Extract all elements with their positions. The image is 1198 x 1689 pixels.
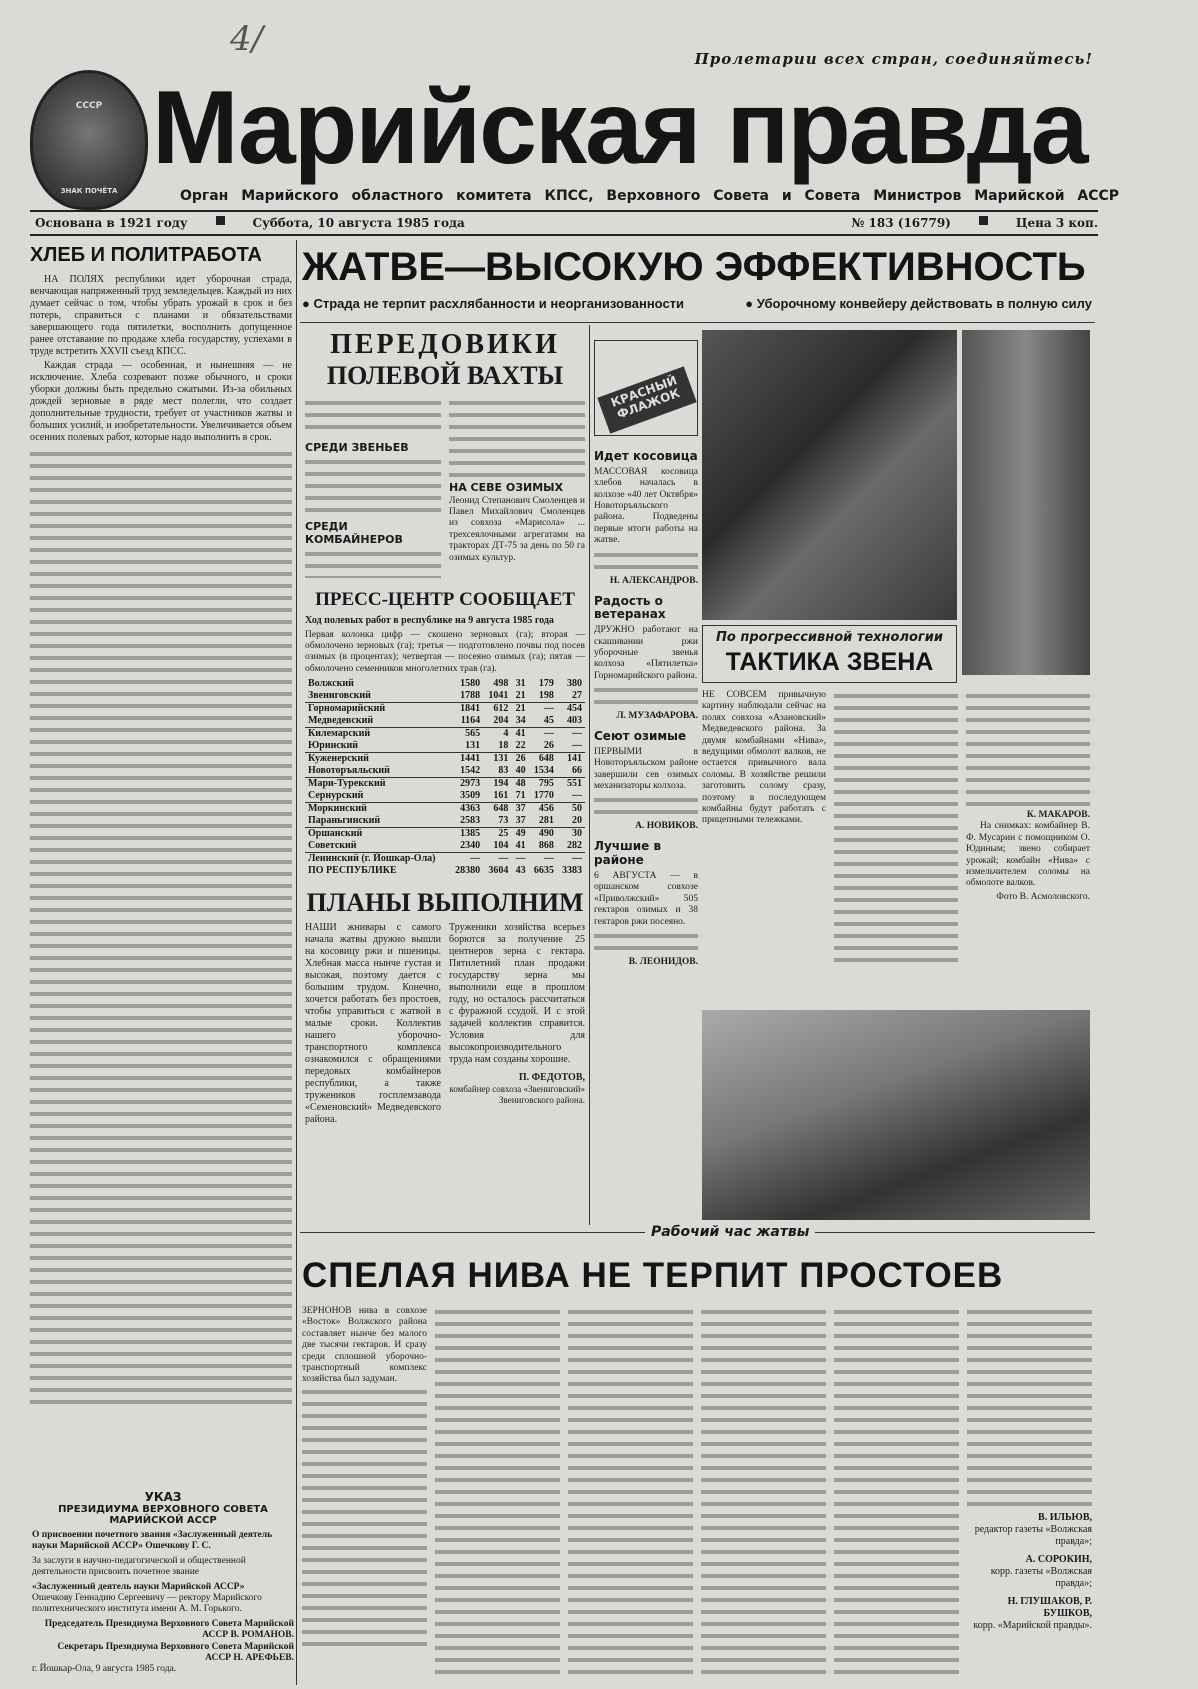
table-cell: 27 bbox=[572, 690, 582, 702]
district-name: Ленинский (г. Йошкар-Ола) bbox=[305, 853, 450, 866]
leaders-text-snippet: Леонид Степанович Смоленцев и Павел Михайлович Смоленцев из совхоза «Марисола» ... трехсеялочными агрегатами на тракторах ДТ-75 за день по 50 га озимых культур. bbox=[449, 495, 585, 563]
table-cell: 18 bbox=[498, 740, 509, 752]
news-item bbox=[594, 450, 698, 587]
table-cell: — bbox=[572, 790, 582, 802]
slogan: Пролетарии всех стран, соединяйтесь! bbox=[694, 50, 1093, 68]
table-cell: 2583 bbox=[460, 815, 481, 827]
table-row bbox=[305, 828, 585, 841]
decree-about: О присвоении почетного звания «Заслуженный деятель науки Марийской АССР» Ошечкову Г. С. bbox=[32, 1530, 273, 1552]
table-cell: 21 bbox=[515, 690, 526, 702]
tactics-text bbox=[702, 690, 1090, 970]
table-row bbox=[305, 728, 585, 741]
news-item-text: 6 АВГУСТА — в оршанском совхозе «Приволжский» 505 гектаров озимых и 38 гектаров ржи посеяно. bbox=[594, 871, 698, 927]
table-cell: 161 bbox=[493, 790, 509, 802]
table-cell: — bbox=[450, 853, 484, 866]
table-cell: — bbox=[557, 728, 585, 741]
table-cell: 66 bbox=[572, 765, 582, 777]
harvest-table bbox=[305, 678, 585, 877]
bottom-article bbox=[302, 1306, 1092, 1681]
district-name: Оршанский bbox=[305, 828, 450, 841]
table-cell: 1441 bbox=[450, 753, 484, 766]
table-cell: 28380 bbox=[455, 865, 481, 877]
table-cell: — bbox=[572, 740, 582, 752]
decree-place-date: г. Йошкар-Ола, 9 августа 1985 года. bbox=[32, 1664, 177, 1675]
emblem-text: СССР bbox=[75, 101, 103, 111]
table-cell: 25 bbox=[483, 828, 511, 841]
table-cell: 1580 bbox=[460, 678, 481, 690]
column-divider bbox=[589, 325, 590, 1225]
district-name: Советский bbox=[308, 840, 357, 852]
author-role: корр. газеты «Волжская правда»; bbox=[990, 1566, 1092, 1589]
table-cell: 612 bbox=[483, 703, 511, 716]
news-item-text: ПЕРВЫМИ в Новоторъяльском районе завершили сев озимых механизаторы колхоза. bbox=[594, 746, 698, 792]
tactics-paragraph: НЕ СОВСЕМ привычную картину наблюдали сейчас на полях совхоза «Азановский» Медведевского района. За двумя комбайнами «Нива», ведущими обмолот валков, не остается привычного вала соломы. В хозяйстве решили заготовить солому сразу, поэтому в последующем комбайны будут работать с прицепными тележками. bbox=[702, 690, 826, 826]
section-heading: СРЕДИ ЗВЕНЬЕВ bbox=[305, 440, 409, 454]
table-row bbox=[305, 853, 585, 866]
table-cell: 1385 bbox=[450, 828, 484, 841]
table-cell: — bbox=[529, 728, 557, 741]
leaders-title: ПОЛЕВОЙ ВАХТЫ bbox=[326, 360, 564, 390]
table-cell: 179 bbox=[538, 678, 554, 690]
table-cell: 868 bbox=[538, 840, 554, 852]
flag-column bbox=[594, 450, 698, 976]
table-cell: 41 bbox=[511, 728, 528, 741]
table-cell: 3383 bbox=[562, 865, 582, 877]
press-center-title: ПРЕСС-ЦЕНТР СООБЩАЕТ bbox=[315, 588, 575, 610]
decree-subtitle: ПРЕЗИДИУМА ВЕРХОВНОГО СОВЕТА МАРИЙСКОЙ АССР bbox=[58, 1504, 268, 1526]
table-cell: 551 bbox=[557, 778, 585, 791]
table-cell: 3509 bbox=[460, 790, 481, 802]
table-cell: 565 bbox=[450, 728, 484, 741]
district-name: Волжский bbox=[308, 678, 354, 690]
table-cell: 20 bbox=[572, 815, 582, 827]
decree-secretary: Секретарь Президиума Верховного Совета Марийской АССР Н. АРЕФЬЕВ. bbox=[57, 1641, 294, 1663]
news-item-text: ДРУЖНО работают на скашивании ржи уборочные звенья колхоза «Пятилетка» Горномарийского района. bbox=[594, 625, 698, 681]
decree-chair: Председатель Президиума Верховного Совета Марийской АССР В. РОМАНОВ. bbox=[44, 1618, 294, 1641]
author: П. ФЕДОТОВ, bbox=[518, 1072, 585, 1084]
district-name: Мари-Турекский bbox=[305, 778, 450, 791]
table-cell: 282 bbox=[567, 840, 582, 852]
table-row bbox=[305, 765, 585, 778]
table-cell: 795 bbox=[529, 778, 557, 791]
author: В. ЛЕОНИДОВ. bbox=[628, 956, 698, 967]
photo-field bbox=[962, 330, 1090, 675]
author: Л. МУЗАФАРОВА. bbox=[616, 711, 698, 722]
red-flag-logo bbox=[594, 340, 698, 436]
decree-award: «Заслуженный деятель науки Марийской АССР» bbox=[32, 1581, 245, 1592]
square-bullet-icon bbox=[979, 216, 988, 225]
table-cell: 71 bbox=[515, 790, 526, 802]
bottom-rubric: Рабочий час жатвы bbox=[645, 1224, 815, 1240]
table-cell: 1788 bbox=[460, 690, 481, 702]
subhead: Страда не терпит расхлябанности и неорганизованности bbox=[313, 296, 685, 311]
table-cell: 2340 bbox=[460, 840, 481, 852]
section-heading: НА СЕВЕ ОЗИМЫХ bbox=[449, 480, 564, 494]
author-name: А. СОРОКИН, bbox=[1025, 1554, 1092, 1565]
plans-title: ПЛАНЫ ВЫПОЛНИМ bbox=[306, 888, 584, 918]
table-cell: 48 bbox=[511, 778, 528, 791]
table-row bbox=[305, 815, 585, 828]
decree bbox=[32, 1490, 294, 1676]
table-row bbox=[305, 703, 585, 716]
table-cell: 498 bbox=[493, 678, 509, 690]
plans-col: Труженики хозяйства всерьез борются за получение 25 центнеров зерна с гектара. Пятилетний план продажи государству зерна мы выполнили еще в прошлом году, но осталось рассчитаться с фуражной ссудой. И с этой задачей коллектив справится. Условия для высокопроизводительного труда нам созданы хорошие. bbox=[449, 922, 585, 1066]
table-row bbox=[305, 803, 585, 816]
table-row bbox=[305, 690, 585, 703]
news-item-text: МАССОВАЯ косовица хлебов началась в колхозе «40 лет Октября» Новоторъяльского района. Подведены первые итоги работы на жатве. bbox=[594, 466, 698, 546]
bottom-lead: ЗЕРНОНОВ нива в совхозе «Восток» Волжского района составляет нынче без малого две тысячи гектаров. И сразу среди сплошной уборочно-транспортный комплекс хозяйства был задуман. bbox=[302, 1306, 427, 1385]
photo-credit: Фото В. Асмоловского. bbox=[996, 891, 1090, 902]
paragraph: Каждая страда — особенная, и нынешняя — не исключение. Хлеба созревают позже обычного, и сроки уборки должны быть предельно сжатыми. Из-за обильных дождей зерновые в ряде мест полегли, что создает дополнительные трудности, требует от участников жатвы и больших усилий, и изобретательности. Увеличивается объем осенних полевых работ, которые надо выполнить в срок. bbox=[30, 360, 292, 443]
table-cell: 21 bbox=[511, 703, 528, 716]
subhead: Уборочному конвейеру действовать в полную силу bbox=[756, 296, 1092, 311]
table-row bbox=[305, 790, 585, 803]
table-cell: 456 bbox=[529, 803, 557, 816]
table-cell: 6635 bbox=[533, 865, 554, 877]
table-cell: 2973 bbox=[450, 778, 484, 791]
table-cell: 43 bbox=[515, 865, 526, 877]
table-cell: 83 bbox=[498, 765, 509, 777]
author: А. НОВИКОВ. bbox=[635, 821, 698, 832]
table-row bbox=[305, 678, 585, 690]
table-cell: 198 bbox=[538, 690, 554, 702]
table-cell: 31 bbox=[515, 678, 526, 690]
table-cell: 454 bbox=[557, 703, 585, 716]
order-emblem-icon bbox=[30, 70, 148, 210]
district-name: ПО РЕСПУБЛИКЕ bbox=[308, 865, 397, 877]
district-name: Куженерский bbox=[305, 753, 450, 766]
table-cell: 131 bbox=[483, 753, 511, 766]
table-cell: — bbox=[529, 853, 557, 866]
main-subheads: ● Страда не терпит расхлябанности и неорганизованности ● Уборочному конвейеру действовать в полную силу bbox=[302, 296, 1092, 311]
divider bbox=[300, 322, 1095, 323]
author: К. МАКАРОВ. bbox=[1026, 810, 1090, 820]
flag-logo-text: КРАСНЫЙ ФЛАЖОК bbox=[597, 366, 696, 433]
author-role: редактор газеты «Волжская правда»; bbox=[974, 1524, 1092, 1547]
article-text-block bbox=[30, 448, 292, 1408]
table-cell: 1770 bbox=[533, 790, 554, 802]
table-cell: 26 bbox=[511, 753, 528, 766]
divider bbox=[30, 234, 1098, 236]
table-cell: 26 bbox=[543, 740, 554, 752]
press-center bbox=[305, 588, 585, 878]
decree-recipient: Ошечкову Геннадию Сергеевичу — ректору Марийского политехнического института имени А. М. Горького. bbox=[32, 1592, 262, 1615]
author-role: комбайнер совхоза «Звениговский» Звениговского района. bbox=[449, 1084, 585, 1106]
table-cell: 403 bbox=[567, 715, 582, 727]
author-name: Н. ГЛУШАКОВ, Р. БУШКОВ, bbox=[1007, 1596, 1092, 1619]
table-cell: — bbox=[529, 703, 557, 716]
table-cell: 50 bbox=[557, 803, 585, 816]
leaders-title: ПЕРЕДОВИКИ bbox=[330, 329, 560, 360]
author: Н. АЛЕКСАНДРОВ. bbox=[609, 575, 698, 586]
district-name: Килемарский bbox=[305, 728, 450, 741]
newspaper-title: Марийская правда bbox=[152, 70, 1087, 186]
emblem-text: ЗНАК ПОЧЁТА bbox=[60, 187, 118, 195]
bottom-headline: СПЕЛАЯ НИВА НЕ ТЕРПИТ ПРОСТОЕВ bbox=[302, 1256, 1004, 1295]
table-cell: 1841 bbox=[450, 703, 484, 716]
table-cell: 281 bbox=[538, 815, 554, 827]
tactics-header bbox=[702, 625, 957, 683]
decree-text: За заслуги в научно-педагогической и общественной деятельности присвоить почетное звание bbox=[32, 1555, 246, 1578]
handwritten-mark: 4/ bbox=[230, 19, 264, 59]
news-item-title: Идет косовица bbox=[594, 449, 698, 463]
middle-column bbox=[305, 330, 585, 1126]
table-row bbox=[305, 715, 585, 728]
press-center-intro: Ход полевых работ в республике на 9 августа 1985 года bbox=[305, 614, 554, 626]
table-cell: 1534 bbox=[533, 765, 554, 777]
table-row bbox=[305, 840, 585, 853]
plans-article bbox=[305, 887, 585, 1126]
divider bbox=[30, 210, 1098, 212]
table-cell: 131 bbox=[465, 740, 481, 752]
table-cell: — bbox=[511, 853, 528, 866]
table-cell: 4 bbox=[483, 728, 511, 741]
table-cell: — bbox=[483, 853, 511, 866]
district-name: Новоторъяльский bbox=[308, 765, 390, 777]
author-name: В. ИЛЬЮВ, bbox=[1038, 1512, 1092, 1523]
main-headline: ЖАТВЕ—ВЫСОКУЮ ЭФФЕКТИВНОСТЬ bbox=[302, 245, 1086, 289]
district-name: Звениговский bbox=[308, 690, 371, 702]
section-heading: СРЕДИ КОМБАЙНЕРОВ bbox=[305, 519, 403, 546]
table-cell: 30 bbox=[557, 828, 585, 841]
table-cell: — bbox=[557, 853, 585, 866]
table-cell: 1542 bbox=[460, 765, 481, 777]
table-row bbox=[305, 865, 585, 877]
news-item bbox=[594, 595, 698, 723]
issue-date: Суббота, 10 августа 1985 года bbox=[252, 216, 465, 230]
news-item bbox=[594, 840, 698, 968]
table-cell: 490 bbox=[529, 828, 557, 841]
lead-article bbox=[30, 240, 292, 1408]
tactics-rubric: По прогрессивной технологии bbox=[716, 630, 943, 645]
leaders-article bbox=[305, 330, 585, 391]
district-name: Сернурский bbox=[308, 790, 364, 802]
table-cell: 104 bbox=[493, 840, 509, 852]
news-item-title: Сеют озимые bbox=[594, 729, 687, 744]
table-cell: 45 bbox=[543, 715, 554, 727]
author-role: корр. «Марийской правды». bbox=[973, 1620, 1092, 1631]
news-item bbox=[594, 730, 698, 832]
photo-combine bbox=[702, 1010, 1090, 1220]
table-cell: 22 bbox=[515, 740, 526, 752]
district-name: Медведевский bbox=[308, 715, 374, 727]
column-divider bbox=[296, 240, 297, 1685]
table-cell: 194 bbox=[483, 778, 511, 791]
decree-title: УКАЗ bbox=[144, 1490, 182, 1504]
table-cell: 37 bbox=[511, 803, 528, 816]
table-cell: 648 bbox=[529, 753, 557, 766]
table-cell: 380 bbox=[567, 678, 582, 690]
news-item-title: Лучшие в районе bbox=[594, 839, 662, 868]
district-name: Моркинский bbox=[305, 803, 450, 816]
table-cell: 49 bbox=[511, 828, 528, 841]
table-row bbox=[305, 753, 585, 766]
press-center-legend: Первая колонка цифр — скошено зерновых (га); вторая — обмолочено зерновых (га); третья — подготовлено почвы под посев озимых (в процентах); четвертая — посеяно озимых (га); пятая — обмолочено семенников многолетних трав (га). bbox=[305, 629, 585, 674]
table-cell: 3604 bbox=[488, 865, 509, 877]
photo-caption: На снимках: комбайнер В. Ф. Мусарин с помощником О. Юдиным; звено собирает урожай; комбайн «Нива» с измельчителем соломы на обмолоте валков. bbox=[966, 821, 1090, 889]
table-cell: 41 bbox=[515, 840, 526, 852]
lead-article-title: ХЛЕБ И ПОЛИТРАБОТА bbox=[30, 244, 262, 266]
table-cell: 4363 bbox=[450, 803, 484, 816]
leaders-text bbox=[305, 397, 585, 578]
issue-number: № 183 (16779) bbox=[851, 216, 951, 230]
table-cell: 141 bbox=[557, 753, 585, 766]
founded: Основана в 1921 году bbox=[35, 216, 188, 230]
plans-col: НАШИ жнивары с самого начала жатвы дружно вышли на косовицу ржи и пшеницы. Хлебная масса нынче густая и высокая, поэтому дается с большим трудом. Конечно, хочется работать без простоев, чтобы управиться с жатвой в малые сроки. Коллектив нашего уборочно-транспортного комплекса ознакомился с обращениями передовых комбайнеров республики, а также тружеников госплемзавода «Семеновский» Медведевского района. bbox=[305, 922, 441, 1126]
issue-info-bar bbox=[35, 216, 1098, 230]
price: Цена 3 коп. bbox=[1015, 216, 1098, 230]
paragraph: НА ПОЛЯХ республики идет уборочная страда, венчающая напряженный труд земледельцев. Каждый из них думает сейчас о том, чтобы убрать урожай в срок и без потерь, справиться с планами и обязательствами завершающего года пятилетки, восполнить допущенное ранее отставание по продаже хлеба государству, успехами в труде встретить XXVII съезд КПСС. bbox=[30, 274, 292, 357]
photo-harvesters bbox=[702, 330, 957, 620]
district-name: Параньгинский bbox=[308, 815, 381, 827]
table-cell: 73 bbox=[498, 815, 509, 827]
newspaper-organ: Орган Марийского областного комитета КПСС, Верховного Совета и Совета Министров Марийской АССР bbox=[180, 188, 1120, 204]
table-cell: 40 bbox=[515, 765, 526, 777]
table-cell: 648 bbox=[483, 803, 511, 816]
square-bullet-icon bbox=[216, 216, 225, 225]
table-row bbox=[305, 740, 585, 753]
table-row bbox=[305, 778, 585, 791]
tactics-title: ТАКТИКА ЗВЕНА bbox=[725, 648, 934, 676]
news-item-title: Радость о ветеранах bbox=[594, 593, 666, 622]
table-cell: 34 bbox=[515, 715, 526, 727]
table-cell: 204 bbox=[493, 715, 509, 727]
table-cell: 37 bbox=[515, 815, 526, 827]
district-name: Горномарийский bbox=[305, 703, 450, 716]
table-cell: 1041 bbox=[488, 690, 509, 702]
district-name: Юринский bbox=[308, 740, 359, 752]
table-cell: 1164 bbox=[460, 715, 481, 727]
